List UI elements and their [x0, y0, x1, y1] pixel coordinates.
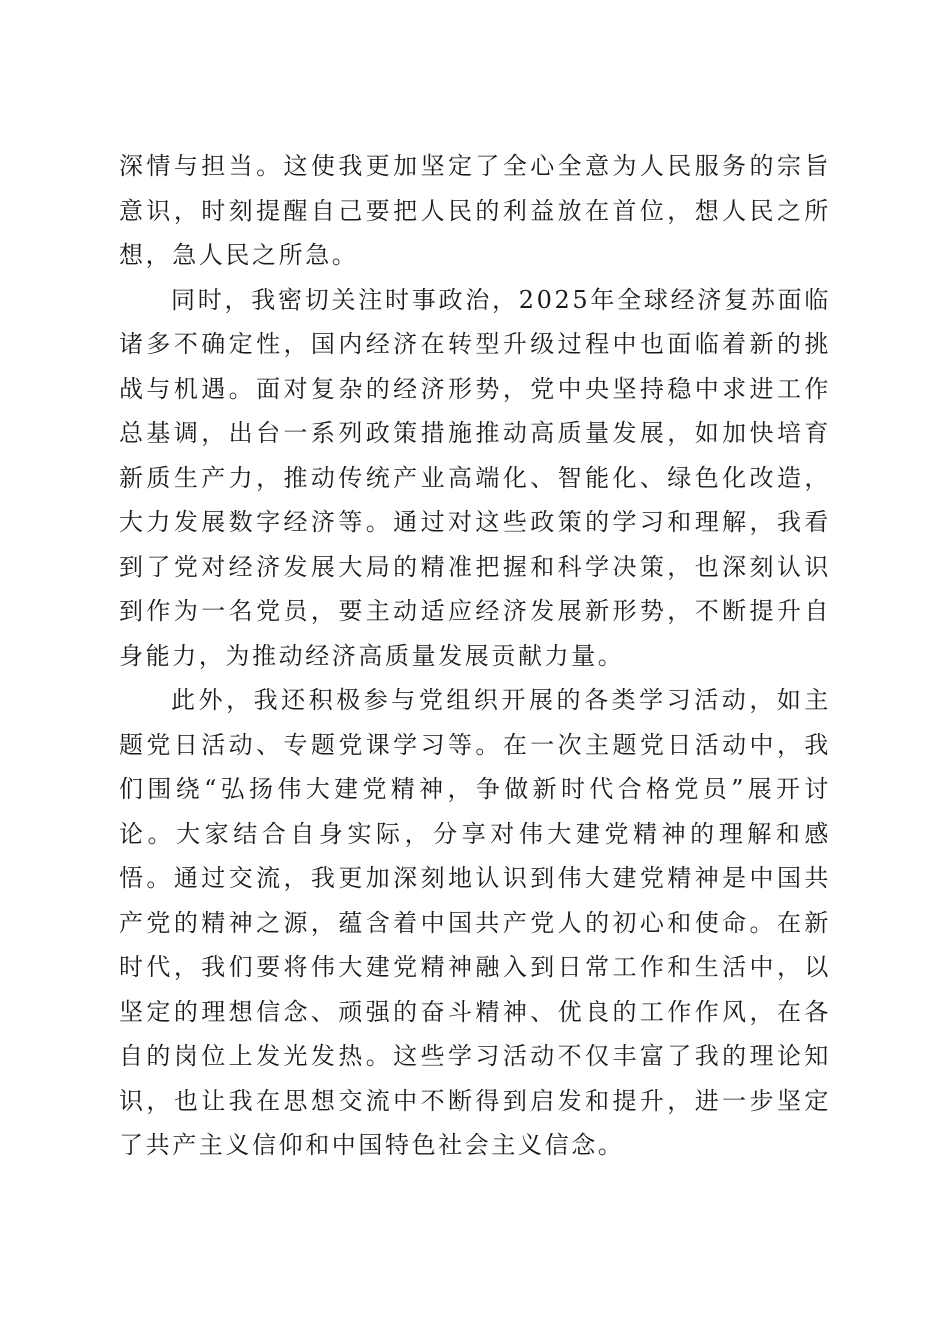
- paragraph-3: 此外，我还积极参与党组织开展的各类学习活动，如主题党日活动、专题党课学习等。在一次主题党日活动中，我们围绕“弘扬伟大建党精神，争做新时代合格党员”展开讨论。大家结合自身实际，分享对伟大建党精神的理解和感悟。通过交流，我更加深刻地认识到伟大建党精神是中国共产党的精神之源，蕴含着中国共产党人的初心和使命。在新时代，我们要将伟大建党精神融入到日常工作和生活中，以坚定的理想信念、顽强的奋斗精神、优良的工作作风，在各自的岗位上发光发热。这些学习活动不仅丰富了我的理论知识，也让我在思想交流中不断得到启发和提升，进一步坚定了共产主义信仰和中国特色社会主义信念。: [119, 686, 831, 1159]
- document-body: [119, 144, 831, 1168]
- paragraph-1: 深情与担当。这使我更加坚定了全心全意为人民服务的宗旨意识，时刻提醒自己要把人民的利益放在首位，想人民之所想，急人民之所急。: [119, 152, 831, 269]
- paragraph-2: 同时，我密切关注时事政治，2025年全球经济复苏面临诸多不确定性，国内经济在转型升级过程中也面临着新的挑战与机遇。面对复杂的经济形势，党中央坚持稳中求进工作总基调，出台一系列政策措施推动高质量发展，如加快培育新质生产力，推动传统产业高端化、智能化、绿色化改造，大力发展数字经济等。通过对这些政策的学习和理解，我看到了党对经济发展大局的精准把握和科学决策，也深刻认识到作为一名党员，要主动适应经济发展新形势，不断提升自身能力，为推动经济高质量发展贡献力量。: [119, 285, 831, 670]
